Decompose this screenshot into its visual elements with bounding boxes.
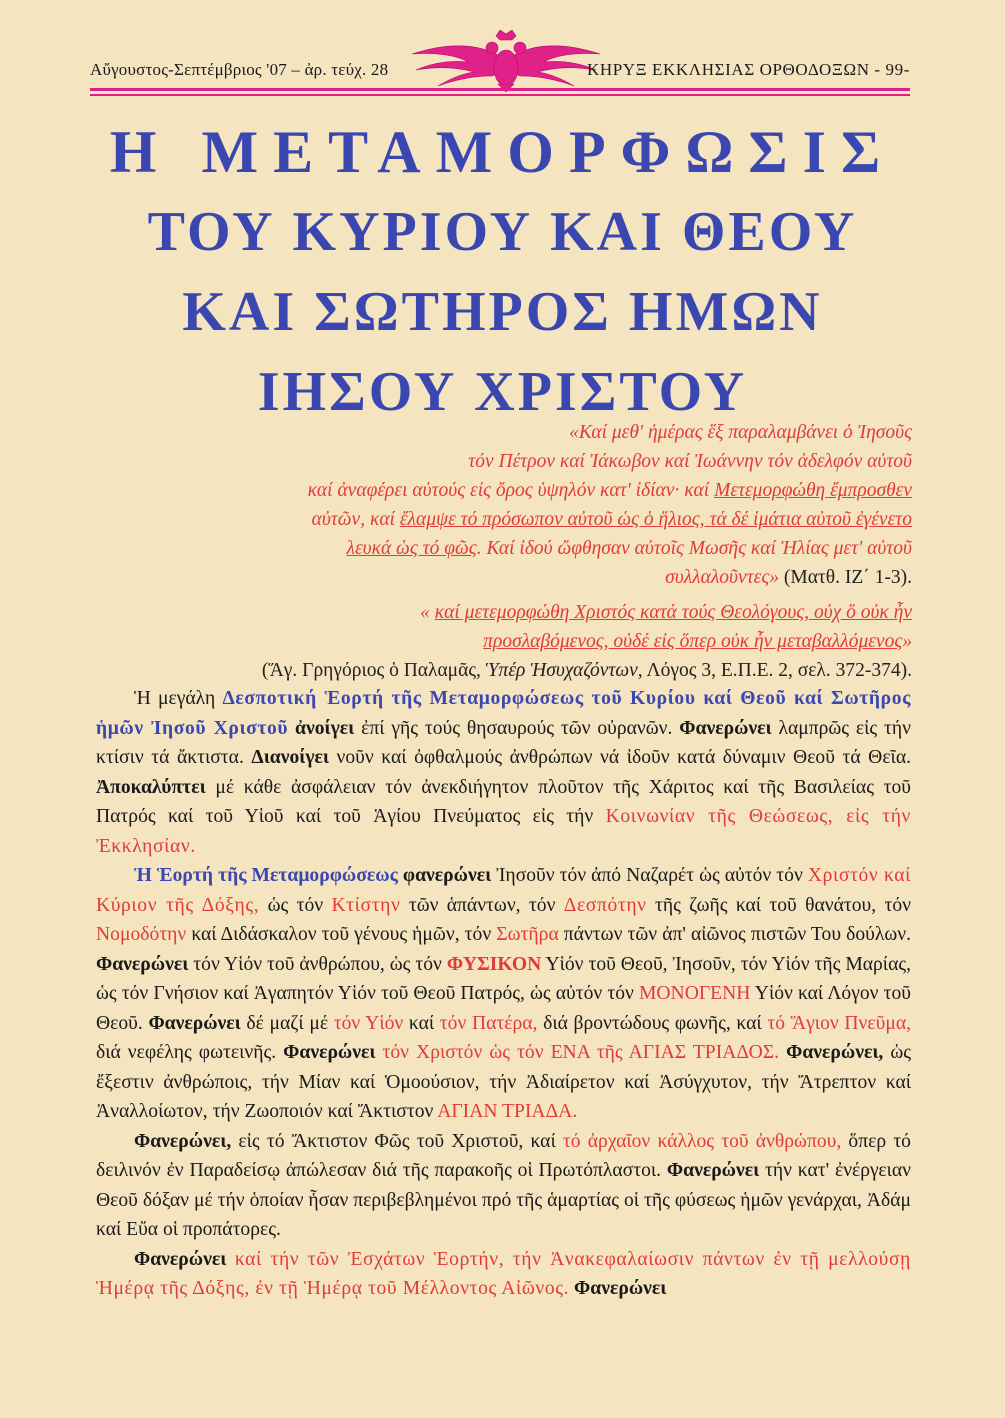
text: πάντων τῶν ἀπ' αἰῶνος πιστῶν Του δούλων. [558, 924, 911, 945]
highlight-blue: Δεσποτική Ἑορτή τῆς Μεταμορφώσεως τοῦ Κυρίου καί Θεοῦ καί Σωτῆρος ἡμῶν Ἰησοῦ Χριστοῦ [96, 688, 911, 739]
scripture-reference: (Ματθ. ΙΖ΄ 1-3). [779, 567, 912, 588]
highlight-red: Νομοδότην [96, 924, 187, 945]
epigraph-line [96, 534, 912, 563]
article-body [96, 684, 911, 1304]
bold-text: Φανερώνει [666, 1160, 760, 1181]
text: ὡς ἔξεστιν ἀνθρώποις, τήν Μίαν καί Ὁμοούσιον, τήν Ἀδιαίρετον καί Ἀσύγχυτον, τήν Ἄτρεπτον καί Ἀναλλοίωτον, τήν Ζωοποιόν καί Ἄκτιστον [96, 1042, 911, 1122]
epigraph-line [96, 476, 912, 505]
header-rule [90, 88, 910, 91]
epigraph-text: . Καί ἰδού ὤφθησαν αὐτοῖς Μωσῆς καί Ἠλίας μετ' αὐτοῦ [476, 538, 912, 559]
highlight-red: ΜΟΝΟΓΕΝΗ [638, 983, 751, 1004]
epigraph-text: « [420, 602, 435, 623]
title-line-4: ΙΗΣΟΥ ΧΡΙΣΤΟΥ [257, 361, 748, 423]
highlight-red: τόν Χριστόν ὡς τόν ΕΝΑ τῆς ΑΓΙΑΣ ΤΡΙΑΔΟΣ. [375, 1042, 780, 1063]
bold-text: Φανερώνει [569, 1278, 667, 1299]
text: διά βροντώδους φωνῆς, καί [537, 1012, 768, 1034]
citation-text: Λόγος 3, Ε.Π.Ε. 2, σελ. 372-374). [642, 660, 912, 681]
epigraph-line [96, 505, 912, 534]
text: τῶν ἁπάντων, τόν [400, 894, 564, 916]
epigraph-text: καί ἀναφέρει αὐτούς εἰς ὄρος ὑψηλόν κατ' ἰδίαν· καί [307, 480, 715, 501]
page-header [90, 52, 910, 98]
bold-text: Διανοίγει [251, 747, 329, 768]
bold-text: Φανερώνει [148, 1012, 241, 1034]
text: καί Διδάσκαλον τοῦ γένους ἡμῶν, τόν [186, 924, 497, 945]
paragraph-1 [96, 684, 911, 861]
citation-work: Ὑπέρ Ἡσυχαζόντων, [485, 660, 643, 681]
highlight-red: ΑΓΙΑΝ ΤΡΙΑΔΑ. [437, 1101, 578, 1122]
text: Υἱόν τοῦ Θεοῦ, Ἰησοῦν, τόν Υἱόν τῆς Μαρίας, ὡς τόν Γνήσιον καί Ἀγαπητόν Υἱόν τοῦ Θεοῦ Πατρός, ὡς αὐτόν τόν [96, 953, 911, 1004]
epigraph-underlined: λευκά ὡς τό φῶς [346, 538, 477, 559]
bold-text: Φανερώνει, [779, 1042, 884, 1063]
epigraph-text: » [902, 631, 912, 652]
citation-text: (Ἅγ. Γρηγόριος ὁ Παλαμᾶς, [261, 660, 486, 681]
paragraph-3 [96, 1127, 911, 1245]
highlight-blue: Ἡ Ἑορτή τῆς Μεταμορφώσεως [134, 865, 398, 886]
highlight-red: Κτίστην [331, 894, 401, 916]
citation [96, 656, 912, 685]
epigraph-line [96, 598, 912, 627]
highlight-red: τόν Πατέρα, [439, 1012, 538, 1034]
bold-text: ἀνοίγει [288, 717, 355, 739]
double-headed-eagle-icon [408, 30, 604, 92]
bold-text: Φανερώνει [96, 953, 189, 975]
epigraph-line [96, 563, 912, 592]
highlight-red: ΦΥΣΙΚΟΝ [446, 953, 542, 975]
text: εἰς τό Ἄκτιστον Φῶς τοῦ Χριστοῦ, καί [231, 1130, 563, 1152]
epigraph-line [96, 627, 912, 656]
title-line-3: ΚΑΙ ΣΩΤΗΡΟΣ ΗΜΩΝ [182, 281, 823, 343]
text: ἐπί γῆς τούς θησαυρούς τῶν οὐρανῶν. [354, 717, 680, 739]
epigraph-underlined: ἔλαμψε τό πρόσωπον αὐτοῦ ὡς ὁ ἥλιος, τά δέ ἱμάτια αὐτοῦ ἐγένετο [399, 509, 912, 530]
highlight-red: Χριστόν καί Κύριον τῆς Δόξης, [96, 865, 911, 916]
epigraph-quote-2 [96, 598, 912, 685]
text: Ἡ μεγάλη [134, 688, 223, 709]
bold-text: Φανερώνει [134, 1248, 227, 1270]
text: νοῦν καί ὀφθαλμούς ἀνθρώπων νά ἰδοῦν κατά δύναμιν Θεοῦ τά Θεῖα. [328, 747, 911, 768]
article-title [40, 112, 965, 432]
highlight-red: τόν Υἱόν [333, 1012, 404, 1034]
highlight-red: Κοινωνίαν τῆς Θεώσεως, εἰς τήν Ἐκκλησίαν. [96, 806, 911, 857]
text: ὡς τόν [259, 894, 332, 916]
header-rule-thin [90, 94, 910, 96]
highlight-red: Σωτῆρα [496, 924, 559, 945]
epigraph-underlined: προσλαβόμενος, οὐδέ εἰς ὅπερ οὐκ ἦν μεταβαλλόμενος [483, 631, 903, 652]
bold-text: Φανερώνει [283, 1042, 376, 1063]
text: δέ μαζί μέ [240, 1012, 334, 1034]
journal-title: ΚΗΡΥΞ ΕΚΚΛΗΣΙΑΣ ΟΡΘΟΔΟΞΩΝ - 99- [586, 60, 910, 79]
bold-text: Φανερώνει, [134, 1130, 232, 1152]
title-line-2: ΤΟΥ ΚΥΡΙΟΥ ΚΑΙ ΘΕΟΥ [147, 201, 858, 263]
bold-text: Φανερώνει [679, 717, 772, 739]
issue-info: Αὔγουστος-Σεπτέμβριος '07 – ἀρ. τεύχ. 28 [90, 60, 389, 79]
epigraph-quote-1 [96, 418, 912, 592]
epigraph-text: αὐτῶν, καί [311, 509, 400, 530]
epigraph-underlined: Μετεμορφώθη ἔμπροσθεν [714, 480, 912, 501]
text: Ἰησοῦν τόν ἀπό Ναζαρέτ ὡς αὐτόν τόν [491, 865, 808, 886]
text: λαμπρῶς εἰς τήν κτίσιν τά ἄκτιστα. [96, 717, 912, 768]
text: τῆς ζωῆς καί τοῦ θανάτου, τόν [646, 894, 911, 916]
epigraph-line: τόν Πέτρον καί Ἰάκωβον καί Ἰωάννην τόν ἀδελφόν αὐτοῦ [468, 451, 912, 472]
bold-text: φανερώνει [397, 865, 492, 886]
highlight-red: τό Ἅγιον Πνεῦμα, [767, 1012, 911, 1034]
title-line-1: Η ΜΕΤΑΜΟΡΦΩΣΙΣ [109, 119, 896, 185]
epigraph-underlined: καί μετεμορφώθη Χριστός κατά τούς Θεολόγους, οὐχ ὅ οὐκ ἦν [434, 602, 912, 623]
epigraph-line: «Καί μεθ' ἡμέρας ἕξ παραλαμβάνει ὁ Ἰησοῦς [569, 422, 912, 443]
text: διά νεφέλης φωτεινῆς. [96, 1042, 284, 1063]
highlight-red: καί τήν τῶν Ἐσχάτων Ἑορτήν, τήν Ἀνακεφαλαίωσιν πάντων ἐν τῇ μελλούσῃ Ἡμέρᾳ τῆς Δόξης, ἐν τῇ Ἡμέρᾳ τοῦ Μέλλοντος Αἰῶνος. [96, 1248, 911, 1299]
text: ὅπερ τό δειλινόν ἐν Παραδείσῳ ἀπώλεσαν διά τῆς παρακοῆς οἱ Πρωτόπλαστοι. [96, 1130, 911, 1181]
text: τήν κατ' ἐνέργειαν Θεοῦ δόξαν μέ τήν ὁποίαν ἦσαν περιβεβλημένοι πρό τῆς ἁμαρτίας οἱ τῆς φύσεως ἡμῶν γενάρχαι, Ἀδάμ καί Εὔα οἱ προπάτορες. [96, 1160, 912, 1240]
highlight-red: Δεσπότην [563, 894, 647, 916]
epigraph-block [96, 418, 912, 685]
text: Υἱόν καί Λόγον τοῦ Θεοῦ. [96, 983, 911, 1034]
text: τόν Υἱόν τοῦ ἀνθρώπου, ὡς τόν [188, 953, 447, 975]
paragraph-4 [96, 1245, 911, 1304]
highlight-red: τό ἀρχαῖον κάλλος τοῦ ἀνθρώπου, [562, 1130, 842, 1152]
text: καί [403, 1012, 440, 1034]
text: μέ κάθε ἀσφάλειαν τόν ἀνεκδιήγητον πλοῦτον τῆς Χάριτος καί τῆς Βασιλείας τοῦ Πατρός καί τοῦ Υἱοῦ καί τοῦ Ἁγίου Πνεύματος εἰς τήν [96, 776, 911, 827]
epigraph-text: συλλαλοῦντες» [665, 567, 779, 588]
bold-text: Ἀποκαλύπτει [96, 776, 206, 798]
paragraph-2 [96, 861, 911, 1127]
